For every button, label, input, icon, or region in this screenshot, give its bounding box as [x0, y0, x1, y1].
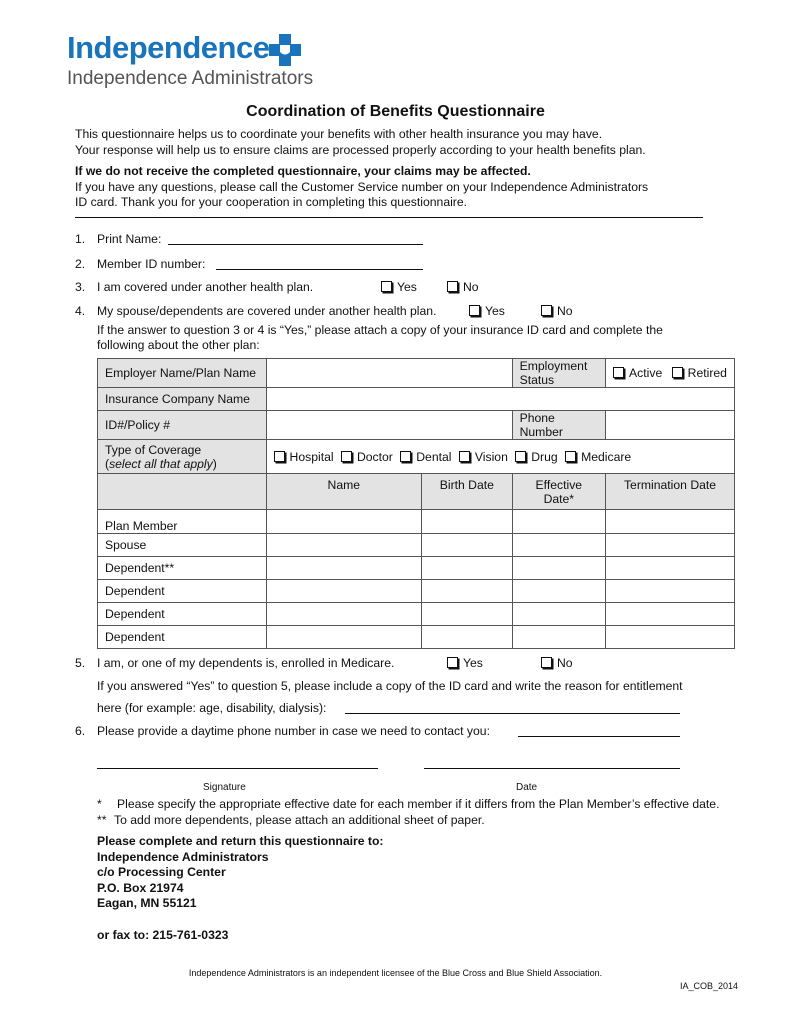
other-plan-table — [97, 358, 735, 649]
employer-field[interactable] — [266, 359, 512, 388]
medicare-checkbox[interactable] — [565, 451, 576, 462]
vision-checkbox[interactable] — [459, 451, 470, 462]
intro-line-4: ID card. Thank you for your cooperation in completing this questionnaire. — [75, 195, 468, 209]
q3-label: I am covered under another health plan. — [97, 280, 314, 294]
medicare-reason-field[interactable] — [345, 713, 680, 714]
signature-label: Signature — [203, 782, 246, 793]
member-row-label: Dependent** — [98, 557, 267, 580]
member-id-field[interactable] — [216, 269, 423, 270]
brand-subtitle: Independence Administrators — [67, 68, 314, 89]
return-heading: Please complete and return this questionnaire to: — [97, 834, 384, 848]
member-effective-cell[interactable] — [512, 603, 605, 626]
member-name-cell[interactable] — [266, 580, 422, 603]
members-header-blank — [98, 474, 267, 510]
fax-number: or fax to: 215-761-0323 — [97, 928, 229, 942]
signature-field[interactable] — [97, 768, 378, 769]
intro-line-1: This questionnaire helps us to coordinate your benefits with other health insurance you may have. — [75, 127, 603, 141]
member-termination-cell[interactable] — [606, 510, 735, 534]
q3-number: 3. — [75, 280, 86, 294]
print-name-field[interactable] — [168, 244, 423, 245]
member-termination-cell[interactable] — [606, 534, 735, 557]
member-termination-cell[interactable] — [606, 557, 735, 580]
member-name-cell[interactable] — [266, 534, 422, 557]
return-name: Independence Administrators — [97, 849, 269, 864]
checkbox-icon[interactable] — [541, 657, 552, 668]
member-row-label: Dependent — [98, 603, 267, 626]
coverage-label — [98, 440, 267, 474]
employer-label: Employer Name/Plan Name — [98, 359, 267, 388]
q5-number: 5. — [75, 656, 86, 670]
member-termination-cell[interactable] — [606, 626, 735, 649]
q4-no-option[interactable]: No — [541, 303, 573, 319]
active-checkbox[interactable] — [613, 367, 624, 378]
member-name-cell[interactable] — [266, 626, 422, 649]
q4-note-1: If the answer to question 3 or 4 is “Yes,” please attach a copy of your insurance ID card and complete the — [97, 323, 663, 337]
q4-number: 4. — [75, 304, 86, 318]
intro-line-2: Your response will help us to ensure claims are processed properly according to your health benefits plan. — [75, 143, 646, 157]
footnote-1: Please specify the appropriate effective date for each member if it differs from the Plan Member’s effective date. — [117, 797, 720, 811]
member-effective-cell[interactable] — [512, 534, 605, 557]
date-label: Date — [516, 782, 538, 793]
footnote-2: To add more dependents, please attach an additional sheet of paper. — [114, 813, 485, 827]
member-birth-cell[interactable] — [422, 626, 513, 649]
return-box: P.O. Box 21974 — [97, 880, 184, 895]
member-effective-cell[interactable] — [512, 580, 605, 603]
drug-checkbox[interactable] — [515, 451, 526, 462]
member-row-label: Dependent — [98, 626, 267, 649]
member-birth-cell[interactable] — [422, 557, 513, 580]
page-title: Coordination of Benefits Questionnaire — [246, 103, 545, 120]
coverage-note-text: select all that apply — [109, 456, 213, 471]
q5-no-option[interactable]: No — [541, 655, 573, 671]
q5-note-2: here (for example: age, disability, dialysis): — [97, 701, 327, 715]
effective-date-header: Effective Date* — [512, 474, 605, 510]
q1-label: Print Name: — [97, 232, 162, 246]
q2-label: Member ID number: — [97, 257, 206, 271]
q5-note-1: If you answered “Yes” to question 5, please include a copy of the ID card and write the reason for entitlement — [97, 679, 683, 693]
member-termination-cell[interactable] — [606, 580, 735, 603]
policy-label: ID#/Policy # — [98, 411, 267, 440]
member-name-cell[interactable] — [266, 510, 422, 534]
employment-status-label: Employment Status — [512, 359, 605, 388]
intro-warning: If we do not receive the completed questionnaire, your claims may be affected. — [75, 164, 531, 178]
phone-number-label: Phone Number — [512, 411, 605, 440]
member-birth-cell[interactable] — [422, 603, 513, 626]
q3-yes-option[interactable]: Yes — [381, 279, 417, 295]
checkbox-icon[interactable] — [447, 657, 458, 668]
q2-number: 2. — [75, 257, 86, 271]
member-birth-cell[interactable] — [422, 580, 513, 603]
return-address-block — [97, 834, 383, 912]
coverage-title: Type of Coverage — [105, 442, 202, 457]
divider — [75, 217, 703, 218]
footnote-2-mark: ** — [97, 813, 107, 827]
coverage-note: (select all that apply) — [105, 456, 217, 471]
termination-date-header: Termination Date — [606, 474, 735, 510]
q1-number: 1. — [75, 232, 86, 246]
checkbox-icon[interactable] — [381, 281, 392, 292]
member-row-label: Spouse — [98, 534, 267, 557]
q6-number: 6. — [75, 724, 86, 738]
retired-checkbox[interactable] — [672, 367, 683, 378]
member-name-cell[interactable] — [266, 557, 422, 580]
member-effective-cell[interactable] — [512, 626, 605, 649]
cross-shield-logo-icon — [268, 33, 302, 67]
checkbox-icon[interactable] — [447, 281, 458, 292]
licensee-statement: Independence Administrators is an independent licensee of the Blue Cross and Blue Shield Association. — [188, 968, 603, 978]
q4-label: My spouse/dependents are covered under another health plan. — [97, 304, 437, 318]
q4-note-2: following about the other plan: — [97, 338, 260, 352]
intro-line-3: If you have any questions, please call the Customer Service number on your Independence Administrators — [75, 180, 649, 194]
brand-logo-text: Independence — [67, 30, 270, 65]
checkbox-icon[interactable] — [469, 305, 480, 316]
q6-label: Please provide a daytime phone number in case we need to contact you: — [97, 724, 490, 738]
q3-no-option[interactable]: No — [447, 279, 479, 295]
phone-number-field[interactable] — [606, 411, 735, 440]
footnote-1-mark: * — [97, 797, 102, 811]
coverage-options: Hospital Doctor Dental Vision Drug Medicare — [266, 440, 734, 474]
policy-field[interactable] — [266, 411, 512, 440]
q5-label: I am, or one of my dependents is, enrolled in Medicare. — [97, 656, 395, 670]
hospital-checkbox[interactable] — [274, 451, 285, 462]
return-city: Eagan, MN 55121 — [97, 896, 197, 910]
form-code: IA_COB_2014 — [680, 981, 739, 991]
member-effective-cell[interactable] — [512, 557, 605, 580]
q5-yes-option[interactable]: Yes — [447, 655, 483, 671]
insurance-company-field[interactable] — [266, 388, 734, 411]
member-name-cell[interactable] — [266, 603, 422, 626]
member-row-label: Dependent — [98, 580, 267, 603]
member-termination-cell[interactable] — [606, 603, 735, 626]
member-row-label: Plan Member — [98, 510, 267, 534]
date-field[interactable] — [424, 768, 680, 769]
dental-checkbox[interactable] — [400, 451, 411, 462]
insurance-company-label: Insurance Company Name — [98, 388, 267, 411]
birth-date-header: Birth Date — [422, 474, 513, 510]
name-header: Name — [266, 474, 422, 510]
q4-yes-option[interactable]: Yes — [469, 303, 505, 319]
member-birth-cell[interactable] — [422, 534, 513, 557]
doctor-checkbox[interactable] — [341, 451, 352, 462]
checkbox-icon[interactable] — [541, 305, 552, 316]
member-effective-cell[interactable] — [512, 510, 605, 534]
daytime-phone-field[interactable] — [518, 736, 680, 737]
member-birth-cell[interactable] — [422, 510, 513, 534]
employment-status-options: Active Retired — [606, 359, 735, 388]
return-attn: c/o Processing Center — [97, 865, 226, 879]
